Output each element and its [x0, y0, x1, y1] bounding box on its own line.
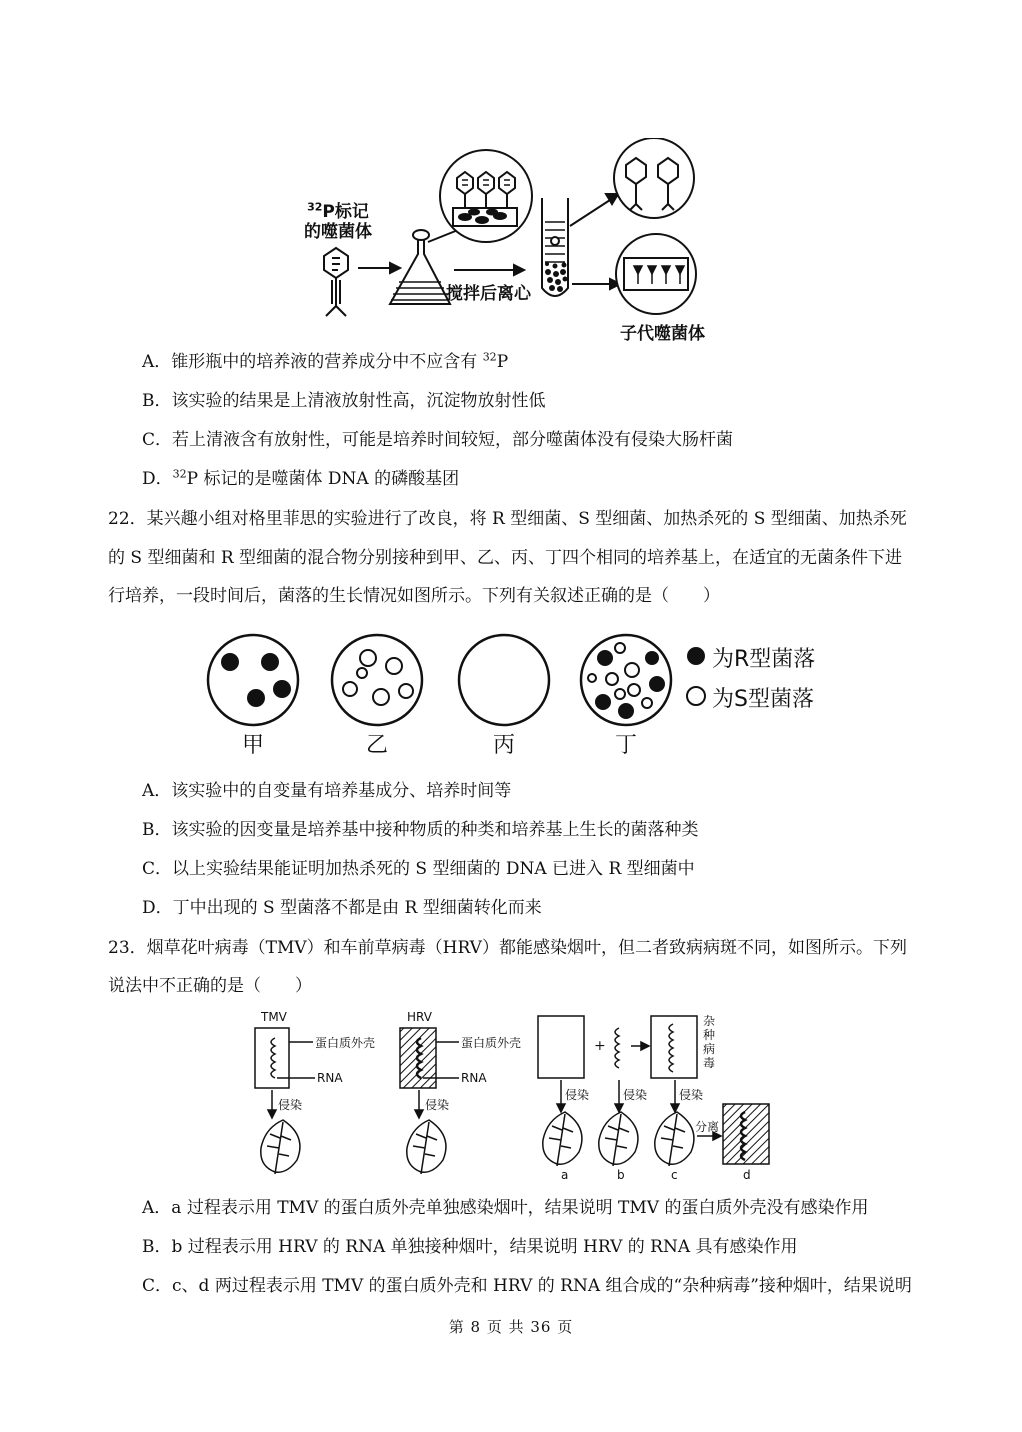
q23-option-a: A．a 过程表示用 TMV 的蛋白质外壳单独感染烟叶，结果说明 TMV 的蛋白质外壳没有感染作用 [142, 1198, 869, 1218]
leaf-b-icon [599, 1112, 638, 1166]
plate-ding [581, 635, 671, 725]
legend-s-label: 为S型菌落 [712, 687, 814, 712]
plate-label-ding: 丁 [615, 733, 638, 758]
legend-s-icon [687, 687, 705, 705]
plate-label-jia: 甲 [242, 733, 265, 758]
colony-plates-figure [200, 628, 840, 760]
q21-option-a: A．锥形瓶中的培养液的营养成分中不应含有 $^{32}$P [142, 350, 509, 372]
hrv-virus-icon [400, 1028, 459, 1088]
tmv-virus-icon [255, 1028, 315, 1088]
tmv-label: TMV [261, 1010, 287, 1024]
b-infect-label: 侵染 [623, 1088, 648, 1102]
arrow-icon [570, 194, 620, 289]
page-footer: 第 8 页 共 36 页 [448, 1318, 574, 1336]
label-b: b [617, 1168, 625, 1182]
q22-stem-line-3: 行培养，一段时间后，菌落的生长情况如图所示。下列有关叙述正确的是（ ） [108, 586, 720, 606]
legend-r-icon [687, 647, 705, 665]
hrv-protein-shell-label: 蛋白质外壳 [461, 1036, 522, 1050]
separated-virus-icon [723, 1104, 769, 1164]
phage-diagram [290, 138, 730, 343]
q22-option-d: D．丁中出现的 S 型菌落不都是由 R 型细菌转化而来 [142, 898, 542, 918]
hrv-label: HRV [407, 1010, 432, 1024]
label-a: a [561, 1168, 569, 1182]
q22-option-c: C．以上实验结果能证明加热杀死的 S 型细菌的 DNA 已进入 R 型细菌中 [142, 859, 695, 879]
offspring-phage-label: 子代噬菌体 [620, 324, 705, 344]
tmv-rna-label: RNA [317, 1071, 343, 1085]
test-tube-icon [542, 198, 568, 296]
plate-label-bing: 丙 [493, 733, 516, 758]
infection-circle [440, 150, 532, 242]
q21-option-b: B．该实验的结果是上清液放射性高，沉淀物放射性低 [142, 391, 546, 411]
label-c: c [671, 1168, 678, 1182]
q22-option-b: B．该实验的因变量是培养基中接种物质的种类和培养基上生长的菌落种类 [142, 820, 699, 840]
q23-option-c: C．c、d 两过程表示用 TMV 的蛋白质外壳和 HRV 的 RNA 组合成的“杂种病毒”接种烟叶，结果说明 [142, 1276, 912, 1296]
phage-figure [290, 138, 730, 343]
legend-r-label: 为R型菌落 [712, 647, 816, 672]
arrow-icon [268, 1090, 276, 1118]
q23-stem-line-1: 23．烟草花叶病毒（TMV）和车前草病毒（HRV）都能感染烟叶，但二者致病病斑不同，如图所示。下列 [108, 938, 907, 958]
virus-figure [245, 1008, 785, 1184]
phage-label: $^{32}$P标记 的噬菌体 [304, 200, 372, 242]
labeled-phage-icon [324, 248, 348, 316]
arrow-icon [415, 1090, 423, 1118]
arrow-icon [631, 1042, 649, 1050]
q22-stem-line-2: 的 S 型细菌和 R 型细菌的混合物分别接种到甲、乙、丙、丁四个相同的培养基上，在适宜的无菌条件下进 [108, 548, 903, 568]
hrv-rna-label: RNA [461, 1071, 487, 1085]
stir-centrifuge-label: 搅拌后离心 [446, 284, 531, 304]
a-infect-label: 侵染 [565, 1088, 590, 1102]
label-d: d [743, 1168, 751, 1182]
plate-bing [459, 635, 549, 725]
q22-option-a: A．该实验中的自变量有培养基成分、培养时间等 [142, 781, 512, 801]
c-infect-label: 侵染 [679, 1088, 704, 1102]
tmv-protein-shell-label: 蛋白质外壳 [315, 1036, 376, 1050]
q23-stem-line-2: 说法中不正确的是（ ） [108, 976, 312, 996]
hybrid-virus-icon [651, 1016, 697, 1078]
arrow-icon [358, 263, 400, 273]
q22-stem-line-1: 22．某兴趣小组对格里菲思的实验进行了改良，将 R 型细菌、S 型细菌、加热杀死的 S 型细菌、加热杀死 [108, 509, 907, 529]
leaf-c-icon [655, 1112, 694, 1166]
q23-option-b: B．b 过程表示用 HRV 的 RNA 单独接种烟叶，结果说明 HRV 的 RNA 具有感染作用 [142, 1237, 798, 1257]
hrv-infect-label: 侵染 [425, 1098, 450, 1112]
separate-label: 分离 [695, 1120, 720, 1134]
progeny-circle-bottom [616, 234, 696, 314]
q21-option-d: D．$^{32}$P 标记的是噬菌体 DNA 的磷酸基团 [142, 467, 460, 489]
tmv-infect-label: 侵染 [278, 1098, 303, 1112]
protein-shell-icon [538, 1016, 584, 1078]
plate-jia [208, 635, 298, 725]
hybrid-virus-label: 杂 种 病 毒 [703, 1014, 716, 1070]
leaf-icon [407, 1120, 446, 1174]
plate-yi [332, 635, 422, 725]
svg-text:+: + [594, 1038, 606, 1054]
rna-coil-icon [615, 1028, 619, 1068]
progeny-circle-top [614, 138, 694, 218]
leaf-a-icon [543, 1112, 582, 1166]
q21-option-c: C．若上清液含有放射性，可能是培养时间较短，部分噬菌体没有侵染大肠杆菌 [142, 430, 734, 450]
leaf-icon [261, 1120, 300, 1174]
plate-label-yi: 乙 [366, 733, 389, 758]
